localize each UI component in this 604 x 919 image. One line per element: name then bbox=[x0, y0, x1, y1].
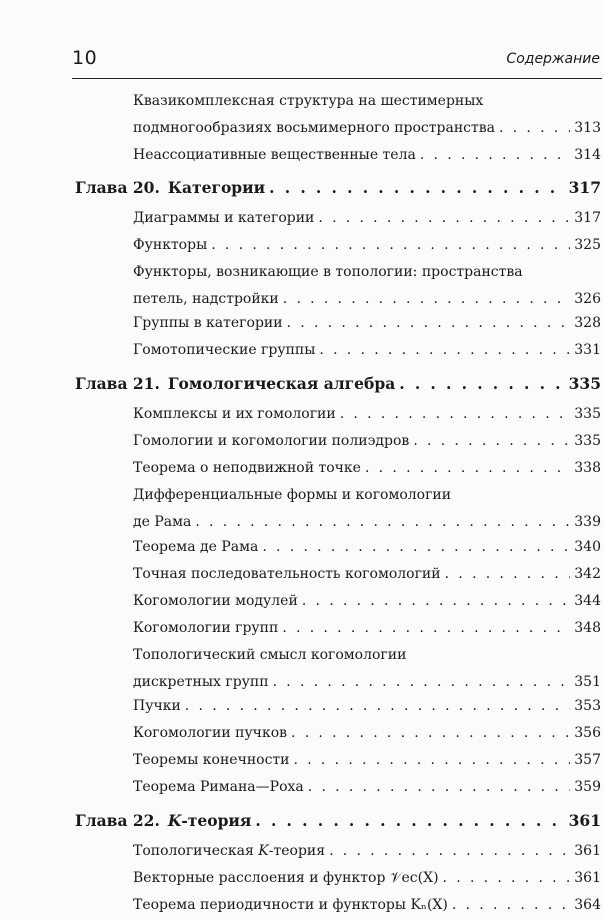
toc-page-number: 328 bbox=[574, 315, 601, 331]
toc-entry[interactable] bbox=[133, 693, 601, 720]
toc-entry-title: Гомологии и когомологии полиэдров bbox=[133, 433, 410, 449]
toc-page-number: 351 bbox=[574, 674, 601, 690]
toc-entry-title-k: K bbox=[258, 843, 269, 859]
toc-page-number: 344 bbox=[574, 593, 601, 609]
toc-page-number: 335 bbox=[568, 374, 601, 393]
toc-entry-title: Пучки bbox=[133, 698, 181, 714]
toc-entry[interactable] bbox=[133, 401, 601, 428]
toc-entry-title: Группы в категории bbox=[133, 315, 283, 331]
toc-entry[interactable] bbox=[133, 232, 601, 259]
toc-entry[interactable] bbox=[133, 534, 601, 561]
toc-page-number: 357 bbox=[574, 752, 601, 768]
toc-page-number: 335 bbox=[574, 433, 601, 449]
toc-page-number: 359 bbox=[574, 779, 601, 795]
toc-entry-title: Точная последовательность когомологий bbox=[133, 566, 441, 582]
toc-entry-title: Функторы, возникающие в топологии: пространства bbox=[133, 264, 523, 280]
toc-page-number: 317 bbox=[574, 210, 601, 226]
toc-entry-title: Теорема о неподвижной точке bbox=[133, 460, 361, 476]
toc-page-number: 361 bbox=[568, 811, 601, 830]
toc-entry-title: Теорема Римана—Роха bbox=[133, 779, 304, 795]
toc-entry[interactable] bbox=[133, 865, 601, 892]
toc-entry[interactable] bbox=[133, 561, 601, 588]
toc-entry-title bbox=[133, 838, 325, 865]
toc-page-number: 314 bbox=[574, 147, 601, 163]
toc-chapter-21[interactable] bbox=[75, 370, 601, 397]
toc-entry[interactable] bbox=[133, 259, 601, 313]
toc-entry[interactable] bbox=[133, 892, 601, 919]
toc-entry-title: Функторы bbox=[133, 237, 208, 253]
toc-entry-title: Комплексы и их гомологии bbox=[133, 406, 336, 422]
toc-entry-title-cont: подмногообразиях восьмимерного пространства bbox=[133, 120, 495, 136]
toc-page-number: 325 bbox=[574, 237, 601, 253]
toc-entry-title: Гомотопические группы bbox=[133, 342, 316, 358]
toc-entry-title: Неассоциативные вещественные тела bbox=[133, 147, 416, 163]
toc-entry[interactable] bbox=[133, 88, 601, 142]
toc-entry[interactable] bbox=[133, 642, 601, 696]
toc-page-number: 335 bbox=[574, 406, 601, 422]
toc-entry-title: Топологический смысл когомологии bbox=[133, 647, 407, 663]
toc-entry-title: Теорема периодичности и функторы Kₙ(X) bbox=[133, 897, 448, 913]
toc-entry-title: Диаграммы и категории bbox=[133, 210, 315, 226]
toc-page-number: 313 bbox=[574, 120, 601, 136]
toc-entry-title-pre: Топологическая bbox=[133, 843, 259, 859]
chapter-title: Категории bbox=[167, 178, 266, 197]
toc-page-number: 338 bbox=[574, 460, 601, 476]
toc-entry[interactable] bbox=[133, 428, 601, 455]
toc-entry-title: Векторные расслоения и функтор 𝒱ec(X) bbox=[133, 870, 439, 886]
toc-entry-title-cont: дискретных групп bbox=[133, 674, 269, 690]
toc-page-number: 356 bbox=[574, 725, 601, 741]
toc-page-number: 339 bbox=[574, 514, 601, 530]
toc-page-number: 331 bbox=[574, 342, 601, 358]
chapter-label: Глава 20. bbox=[75, 178, 160, 197]
toc-entry-title-cont: де Рама bbox=[133, 514, 192, 530]
toc-entry-title: Теорема де Рама bbox=[133, 539, 259, 555]
toc-entry[interactable] bbox=[133, 142, 601, 169]
toc-page-number: 326 bbox=[574, 291, 601, 307]
toc-page-number: 361 bbox=[574, 843, 601, 859]
toc-page-number: 342 bbox=[574, 566, 601, 582]
toc-entry[interactable] bbox=[133, 615, 601, 642]
toc-entry-title-post: -теория bbox=[268, 843, 326, 859]
toc-entry-title: Дифференциальные формы и когомологии bbox=[133, 487, 452, 503]
chapter-label: Глава 21. bbox=[75, 374, 160, 393]
toc-page-number: 353 bbox=[574, 698, 601, 714]
toc-entry[interactable] bbox=[133, 482, 601, 536]
toc-entry[interactable] bbox=[133, 205, 601, 232]
toc-entry[interactable] bbox=[133, 455, 601, 482]
page-number: 10 bbox=[72, 47, 98, 69]
toc-entry[interactable] bbox=[133, 838, 601, 865]
toc-entry-title: Когомологии модулей bbox=[133, 593, 298, 609]
toc-entry[interactable] bbox=[133, 588, 601, 615]
chapter-label: Глава 22. bbox=[75, 811, 160, 830]
toc-page-number: 317 bbox=[568, 178, 601, 197]
toc-entry[interactable] bbox=[133, 774, 601, 801]
toc-page-number: 340 bbox=[574, 539, 601, 555]
toc-page-number: 348 bbox=[574, 620, 601, 636]
chapter-title-k: K bbox=[167, 811, 182, 830]
toc-chapter-22[interactable] bbox=[75, 807, 601, 834]
chapter-title: -теория bbox=[181, 811, 252, 830]
toc-entry-title-cont: петель, надстройки bbox=[133, 291, 279, 307]
toc-page-number: 364 bbox=[574, 897, 601, 913]
toc-entry[interactable] bbox=[133, 337, 601, 364]
running-head: Содержание bbox=[506, 51, 600, 67]
toc-page-number: 361 bbox=[574, 870, 601, 886]
page-header bbox=[72, 42, 602, 79]
toc-entry[interactable] bbox=[133, 747, 601, 774]
toc-entry[interactable] bbox=[133, 720, 601, 747]
chapter-title: Гомологическая алгебра bbox=[167, 374, 396, 393]
toc-entry-title: Теоремы конечности bbox=[133, 752, 290, 768]
toc-chapter-20[interactable] bbox=[75, 174, 601, 201]
toc-entry[interactable] bbox=[133, 310, 601, 337]
toc-entry-title: Когомологии групп bbox=[133, 620, 279, 636]
toc-entry-title: Квазикомплексная структура на шестимерных bbox=[133, 93, 484, 109]
toc-entry-title: Когомологии пучков bbox=[133, 725, 287, 741]
